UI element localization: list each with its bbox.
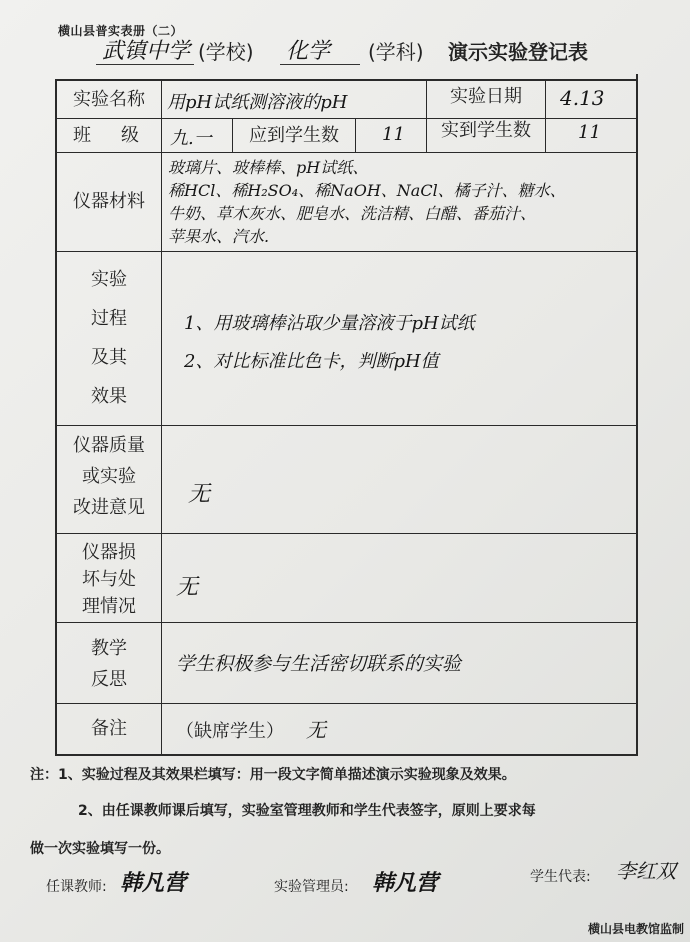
- remarks-value: 无: [306, 718, 326, 742]
- expected-students-label: 应到学生数: [249, 125, 339, 146]
- teacher-signature: 韩凡营: [120, 870, 187, 896]
- note-line-3: 做一次实验填写一份。: [30, 841, 170, 857]
- label-column-divider: [161, 79, 162, 756]
- column-divider: [355, 118, 356, 152]
- materials-label: 仪器材料: [73, 191, 145, 212]
- expected-students-value: 11: [382, 124, 405, 145]
- process-label: [57, 260, 161, 416]
- quality-value: 无: [188, 482, 211, 507]
- manager-signature: 韩凡营: [372, 870, 439, 896]
- class-label: 班 级: [73, 125, 145, 146]
- table-border-bottom: [55, 754, 638, 756]
- reflection-label: [57, 633, 161, 695]
- quality-label: [57, 430, 161, 523]
- row-divider: [55, 533, 638, 534]
- footer-org: 横山县电教馆监制: [588, 922, 685, 936]
- row-divider: [55, 118, 638, 119]
- process-label-line: 过程: [91, 308, 127, 329]
- row-divider: [55, 152, 638, 153]
- materials-line: 玻璃片、玻棒棒、pH试纸、: [168, 158, 369, 177]
- subject-handwritten: 化学: [286, 39, 331, 64]
- process-step: 2、对比标准比色卡，判断pH值: [184, 351, 439, 372]
- materials-list: [168, 156, 634, 248]
- student-signature-label: 学生代表:: [530, 869, 591, 885]
- materials-line: 稀HCl、稀H₂SO₄、稀NaOH、NaCl、橘子汁、糖水、: [168, 181, 566, 200]
- experiment-name-value: 用pH试纸测溶液的pH: [167, 92, 348, 113]
- manager-signature-label: 实验管理员:: [274, 879, 349, 895]
- materials-line: 苹果水、汽水.: [168, 227, 270, 246]
- reflection-label-line: 反思: [91, 669, 127, 690]
- quality-label-line: 仪器质量: [73, 435, 145, 456]
- school-name-handwritten: 武镇中学: [102, 39, 191, 64]
- class-value: 九.一: [170, 128, 212, 149]
- experiment-date-label: 实验日期: [450, 86, 522, 107]
- experiment-name-label: 实验名称: [73, 89, 145, 110]
- note-line-2: 2、由任课教师课后填写，实验室管理教师和学生代表签字，原则上要求每: [78, 803, 536, 819]
- school-label: (学校): [198, 40, 254, 64]
- quality-label-line: 或实验: [82, 466, 136, 487]
- process-label-line: 效果: [91, 386, 127, 407]
- damage-label: [57, 539, 161, 620]
- subject-underline: [280, 64, 360, 65]
- column-divider: [545, 79, 546, 152]
- document-subtitle: 横山县普实表册（二）: [58, 24, 184, 38]
- damage-label-line: 坏与处: [82, 569, 136, 590]
- materials-line: 牛奶、草木灰水、肥皂水、洗洁精、白醋、番茄汁、: [168, 204, 537, 223]
- damage-label-line: 理情况: [82, 596, 136, 617]
- row-divider: [55, 425, 638, 426]
- process-text: [184, 305, 630, 381]
- damage-value: 无: [176, 575, 199, 600]
- remarks-label: 备注: [91, 718, 127, 739]
- remarks-prefix: （缺席学生）: [176, 721, 284, 742]
- form-title: 演示实验登记表: [448, 40, 588, 64]
- table-border-right: [636, 74, 638, 756]
- process-step: 1、用玻璃棒沾取少量溶液于pH试纸: [184, 313, 475, 334]
- subject-label: (学科): [368, 40, 424, 64]
- school-underline: [96, 64, 194, 65]
- note-line-1: 注：1、实验过程及其效果栏填写：用一段文字简单描述演示实验现象及效果。: [30, 767, 516, 783]
- reflection-value: 学生积极参与生活密切联系的实验: [176, 653, 462, 675]
- row-divider: [55, 622, 638, 623]
- damage-label-line: 仪器损: [82, 542, 136, 563]
- row-divider: [55, 703, 638, 704]
- reflection-label-line: 教学: [91, 638, 127, 659]
- process-label-line: 实验: [91, 269, 127, 290]
- teacher-signature-label: 任课教师:: [46, 879, 107, 895]
- student-signature: 李红双: [616, 859, 676, 883]
- experiment-date-value: 4.13: [560, 86, 605, 110]
- process-label-line: 及其: [91, 347, 127, 368]
- quality-label-line: 改进意见: [73, 497, 145, 518]
- table-border-top: [55, 79, 638, 81]
- row-divider: [55, 251, 638, 252]
- actual-students-value: 11: [578, 122, 601, 143]
- actual-students-label: 实到学生数: [441, 120, 531, 141]
